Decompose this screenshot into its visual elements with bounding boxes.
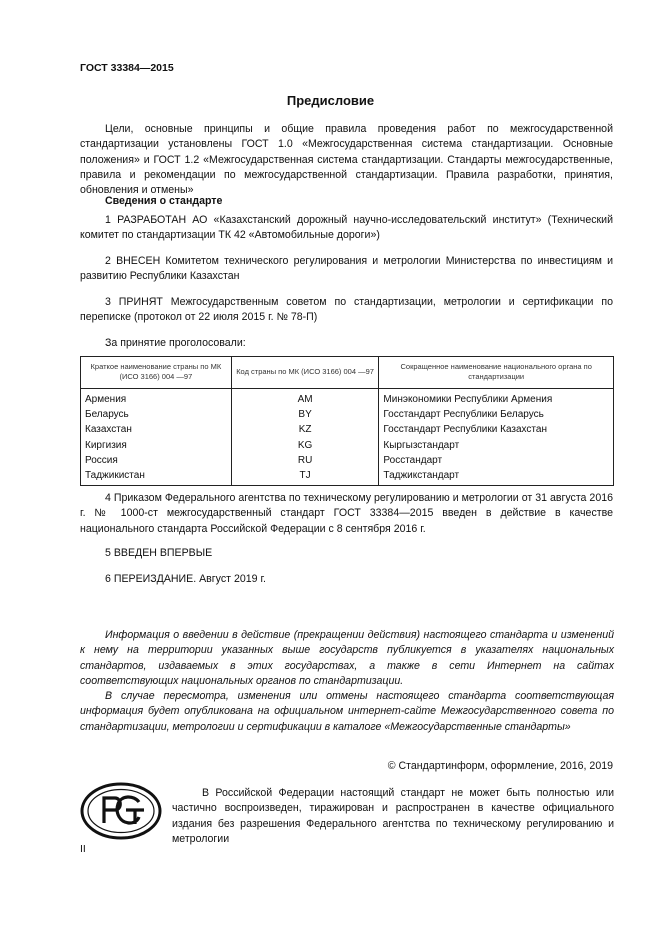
col-code-header: Код страны по МК (ИСО 3166) 004 —97 — [231, 357, 379, 389]
country-cell: Беларусь — [81, 407, 232, 422]
page-title: Предисловие — [286, 93, 375, 108]
country-cell: Киргизия — [81, 438, 232, 453]
rights-notice: В Российской Федерации настоящий стандарт не может быть полностью или частично воспроизведен, тиражирован и распространен в качестве официального издания без разрешения Федерального агентства по техническому регулированию и метрологии — [172, 787, 614, 845]
info-paragraph-1: Информация о введении в действие (прекращении действия) настоящего стандарта и изменений к нему на территории указанных выше государств публикуется в указателях национальных стандартов, издаваемых в этих государствах, а также в сети Интернет на сайтах соответствующих национальных органов по стандартизации. — [80, 629, 614, 687]
table-row — [81, 389, 614, 408]
body-cell: Госстандарт Республики Казахстан — [379, 422, 614, 437]
vote-label: За принятие проголосовали: — [105, 337, 246, 349]
item-5: 5 ВВЕДЕН ВПЕРВЫЕ — [105, 547, 213, 559]
table-row — [81, 422, 614, 437]
table-row — [81, 438, 614, 453]
item-1: 1 РАЗРАБОТАН АО «Казахстанский дорожный научно-исследовательский институт» (Технический комитет по стандартизации ТК 42 «Автомобильные дороги») — [80, 214, 613, 242]
copyright: © Стандартинформ, оформление, 2016, 2019 — [387, 760, 613, 772]
body-cell: Росстандарт — [379, 453, 614, 468]
code-cell: KG — [231, 438, 379, 453]
about-heading: Сведения о стандарте — [105, 195, 223, 207]
code-cell: RU — [231, 453, 379, 468]
table-header-row — [81, 357, 614, 389]
col-body-header: Сокращенное наименование национального органа по стандартизации — [379, 357, 614, 389]
info-paragraph-2: В случае пересмотра, изменения или отмены настоящего стандарта соответствующая информация будет опубликована на официальном интернет-сайте Межгосударственного совета по стандартизации, метрологии и сертификации в каталоге «Межгосударственные стандарты» — [80, 690, 614, 733]
code-cell: BY — [231, 407, 379, 422]
item-6: 6 ПЕРЕИЗДАНИЕ. Август 2019 г. — [105, 573, 266, 585]
intro-paragraph: Цели, основные принципы и общие правила проведения работ по межгосударственной стандартизации установлены ГОСТ 1.0 «Межгосударственная система стандартизации. Основные положения» и ГОСТ 1.2 «Межгосударственная система стандартизации. Стандарты межгосударственные, правила и рекомендации по межгосударственной стандартизации. Правила разработки, принятия, обновления и отмены» — [80, 123, 613, 197]
rst-certification-logo-icon — [80, 782, 162, 840]
page-number: II — [80, 843, 86, 855]
code-cell: AM — [231, 389, 379, 408]
country-cell: Казахстан — [81, 422, 232, 437]
body-cell: Кыргызстандарт — [379, 438, 614, 453]
table-row — [81, 468, 614, 486]
code-cell: TJ — [231, 468, 379, 486]
countries-table — [80, 356, 614, 486]
body-cell: Минэкономики Республики Армения — [379, 389, 614, 408]
body-cell: Таджикстандарт — [379, 468, 614, 486]
table-row — [81, 453, 614, 468]
item-3: 3 ПРИНЯТ Межгосударственным советом по стандартизации, метрологии и сертификации по переписке (протокол от 22 июля 2015 г. № 78-П) — [80, 296, 613, 324]
body-cell: Госстандарт Республики Беларусь — [379, 407, 614, 422]
country-cell: Армения — [81, 389, 232, 408]
col-country-header: Краткое наименование страны по МК (ИСО 3166) 004 —97 — [81, 357, 232, 389]
country-cell: Таджикистан — [81, 468, 232, 486]
code-cell: KZ — [231, 422, 379, 437]
item-2: 2 ВНЕСЕН Комитетом технического регулирования и метрологии Министерства по инвестициям и развитию Республики Казахстан — [80, 255, 613, 283]
table-row — [81, 407, 614, 422]
doc-code-header: ГОСТ 33384—2015 — [80, 62, 174, 74]
country-cell: Россия — [81, 453, 232, 468]
item-4: 4 Приказом Федерального агентства по техническому регулированию и метрологии от 31 августа 2016 г. № 1000-ст межгосударственный стандарт ГОСТ 33384—2015 введен в действие в качестве национального стандарта Российской Федерации с 8 сентября 2016 г. — [80, 492, 613, 535]
